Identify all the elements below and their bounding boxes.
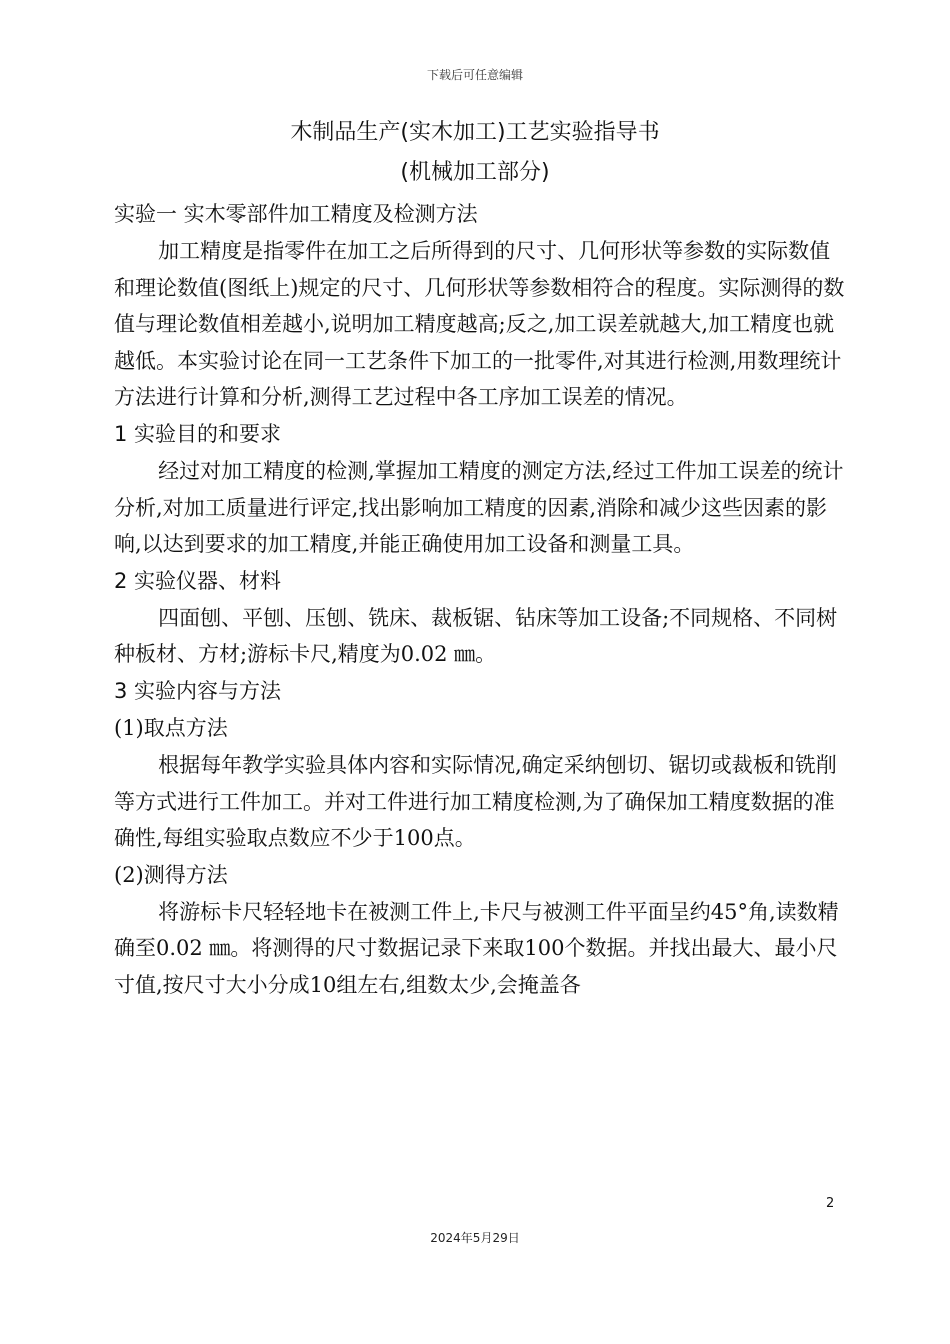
section-2-paragraph: 四面刨、平刨、压刨、铣床、裁板锯、钻床等加工设备;不同规格、不同树种板材、方材;游标卡尺,精度为0.02 ㎜。 (114, 605, 838, 667)
page-number: 2 (826, 1196, 835, 1211)
page-footer-date: 2024年5月29日 (430, 1231, 520, 1245)
subsection-sampling-heading: (1)取点方法 (114, 715, 228, 740)
subsection-measurement-paragraph: 将游标卡尺轻轻地卡在被测工件上,卡尺与被测工件平面呈约45°角,读数精确至0.02 ㎜。将测得的尺寸数据记录下来取100个数据。并找出最大、最小尺寸值,按尺寸大小分成10组左右,组数太少,会掩盖各 (114, 899, 839, 997)
page-header-note: 下载后可任意编辑 (426, 68, 523, 82)
section-3-heading: 3 实验内容与方法 (114, 678, 282, 703)
document-body (114, 196, 846, 1004)
subsection-measurement-heading: (2)测得方法 (114, 862, 228, 887)
document-title: 木制品生产(实木加工)工艺实验指导书 (290, 120, 660, 145)
document-subtitle: (机械加工部分) (400, 160, 550, 185)
section-1-paragraph: 经过对加工精度的检测,掌握加工精度的测定方法,经过工件加工误差的统计分析,对加工质量进行评定,找出影响加工精度的因素,消除和减少这些因素的影响,以达到要求的加工精度,并能正确使用加工设备和测量工具。 (114, 458, 844, 557)
subsection-sampling-paragraph: 根据每年教学实验具体内容和实际情况,确定采纳刨切、锯切或裁板和铣削等方式进行工件加工。并对工件进行加工精度检测,为了确保加工精度数据的准确性,每组实验取点数应不少于100点。 (114, 752, 837, 851)
experiment-heading: 实验一 实木零部件加工精度及检测方法 (114, 202, 478, 226)
section-1-heading: 1 实验目的和要求 (114, 421, 282, 446)
section-2-heading: 2 实验仪器、材料 (114, 568, 282, 593)
experiment-intro-paragraph: 加工精度是指零件在加工之后所得到的尺寸、几何形状等参数的实际数值和理论数值(图纸上)规定的尺寸、几何形状等参数相符合的程度。实际测得的数值与理论数值相差越小,说明加工精度越高;反之,加工误差就越大,加工精度也就越低。本实验讨论在同一工艺条件下加工的一批零件,对其进行检测,用数理统计方法进行计算和分析,测得工艺过程中各工序加工误差的情况。 (114, 239, 845, 410)
